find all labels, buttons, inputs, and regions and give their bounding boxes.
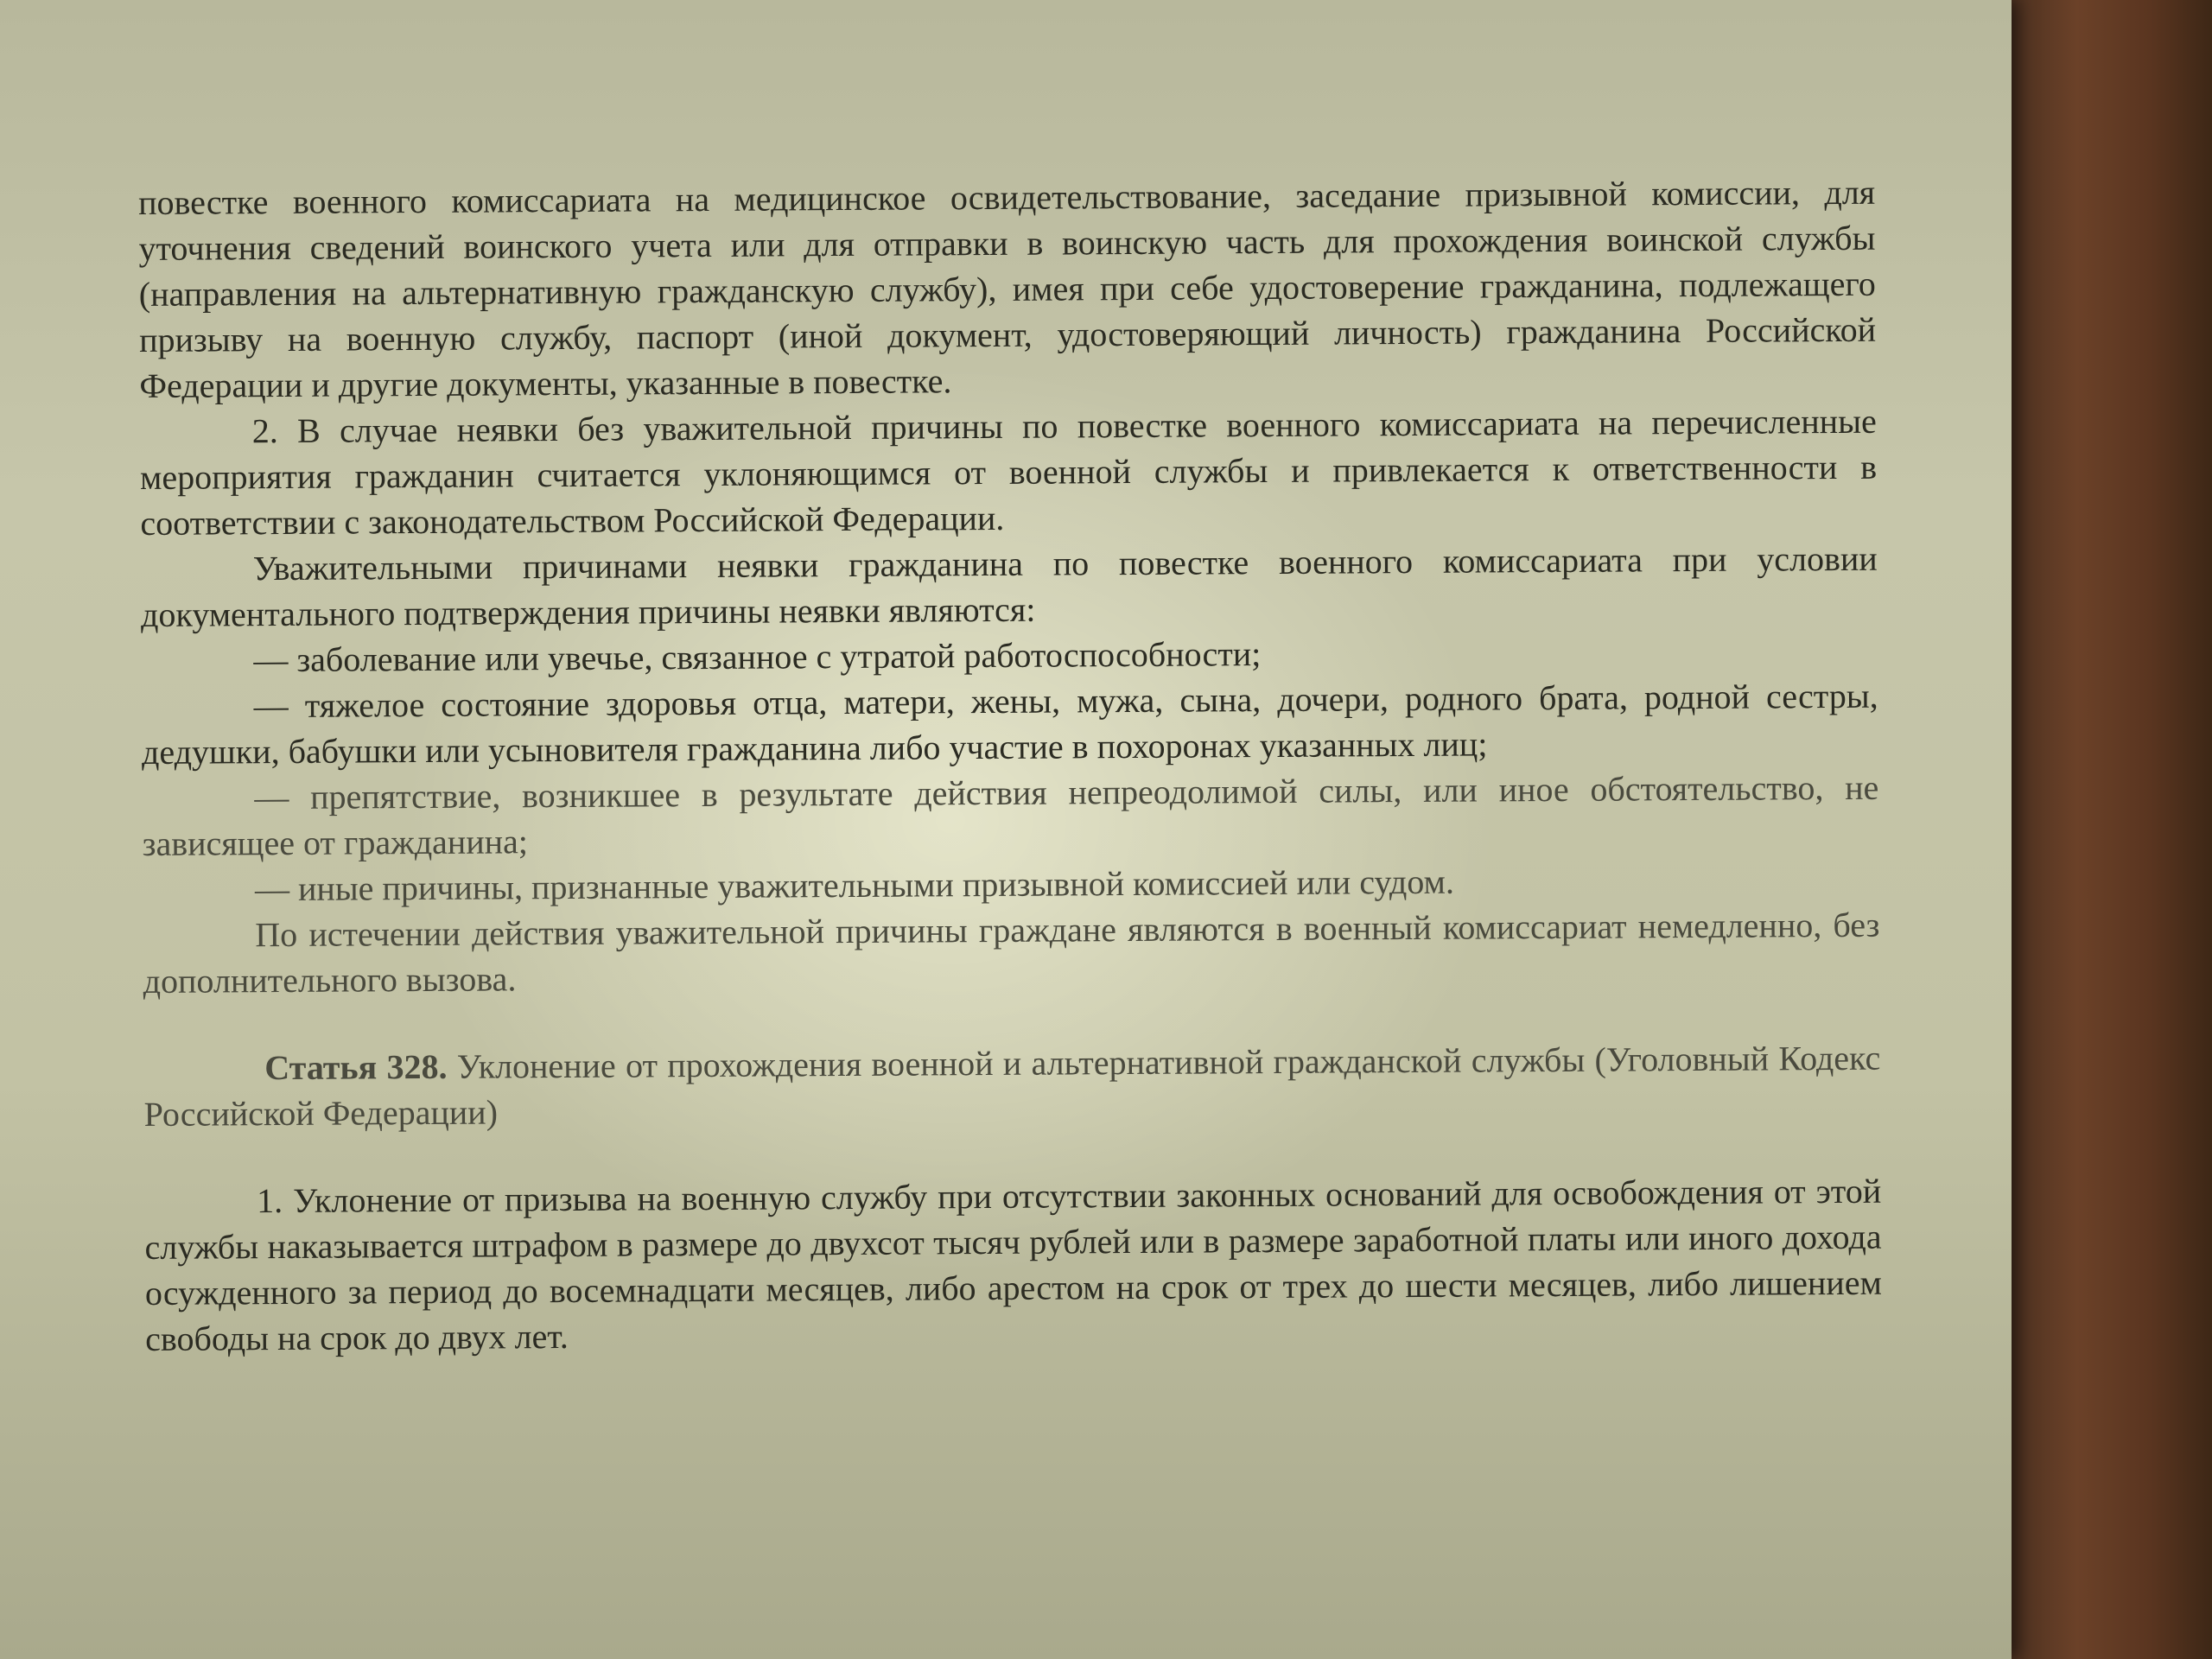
paragraph-clause-2: 2. В случае неявки без уважительной причины по повестке военного комиссариата на перечисленные мероприятия гражданин считается уклоняющимся от военной службы и привлекается к ответственности в соответствии с законодательством Российской Федерации. xyxy=(139,401,1878,543)
bullet-item: — иные причины, признанные уважительными призывной комиссией или судом. xyxy=(254,861,1455,909)
paragraph-article-clause-1: 1. Уклонение от призыва на военную службу при отсутствии законных оснований для освобождения от этой службы наказывается штрафом в размере до двухсот тысяч рублей или в размере заработной платы или иного дохода осужденного за период до восемнадцати месяцев, либо арестом на срок от трех до шести месяцев, либо лишением свободы на срок до двух лет. xyxy=(144,1171,1882,1358)
wooden-table-background xyxy=(2005,0,2212,1659)
article-title: Уклонение от прохождения военной и альтернативной гражданской службы (Уголовный Кодекс Российской Федерации) xyxy=(143,1038,1881,1134)
paragraph-continuation: повестке военного комиссариата на медицинское освидетельствование, заседание призывной комиссии, для уточнения сведений воинского учета или для отправки в воинскую часть для прохождения воинской службы (направления на альтернативную гражданскую службу), имея при себе удостоверение гражданина, подлежащего призыву на военную службу, паспорт (иной документ, удостоверяющий личность) гражданина Российской Федерации и другие документы, указанные в повестке. xyxy=(138,172,1877,405)
bullet-item: — тяжелое состояние здоровья отца, матери, жены, мужа, сына, дочери, родного брата, родной сестры, дедушки, бабушки или усыновителя гражданина либо участие в похоронах указанных лиц; xyxy=(141,676,1878,772)
bullet-item: — препятствие, возникшее в результате действия непреодолимой силы, или иное обстоятельство, не зависящее от гражданина; xyxy=(142,767,1879,863)
paragraph-after-reasons: По истечении действия уважительной причины граждане являются в военный комиссариат немедленно, без дополнительного вызова. xyxy=(143,905,1880,1001)
bullet-item: — заболевание или увечье, связанное с утратой работоспособности; xyxy=(253,634,1262,680)
article-number: Статья 328. xyxy=(264,1046,448,1088)
document-body xyxy=(138,169,1882,1362)
paragraph-valid-reasons: Уважительными причинами неявки гражданина по повестке военного комиссариата при условии документального подтверждения причины неявки являются: xyxy=(140,538,1878,634)
article-heading xyxy=(143,1035,1881,1137)
